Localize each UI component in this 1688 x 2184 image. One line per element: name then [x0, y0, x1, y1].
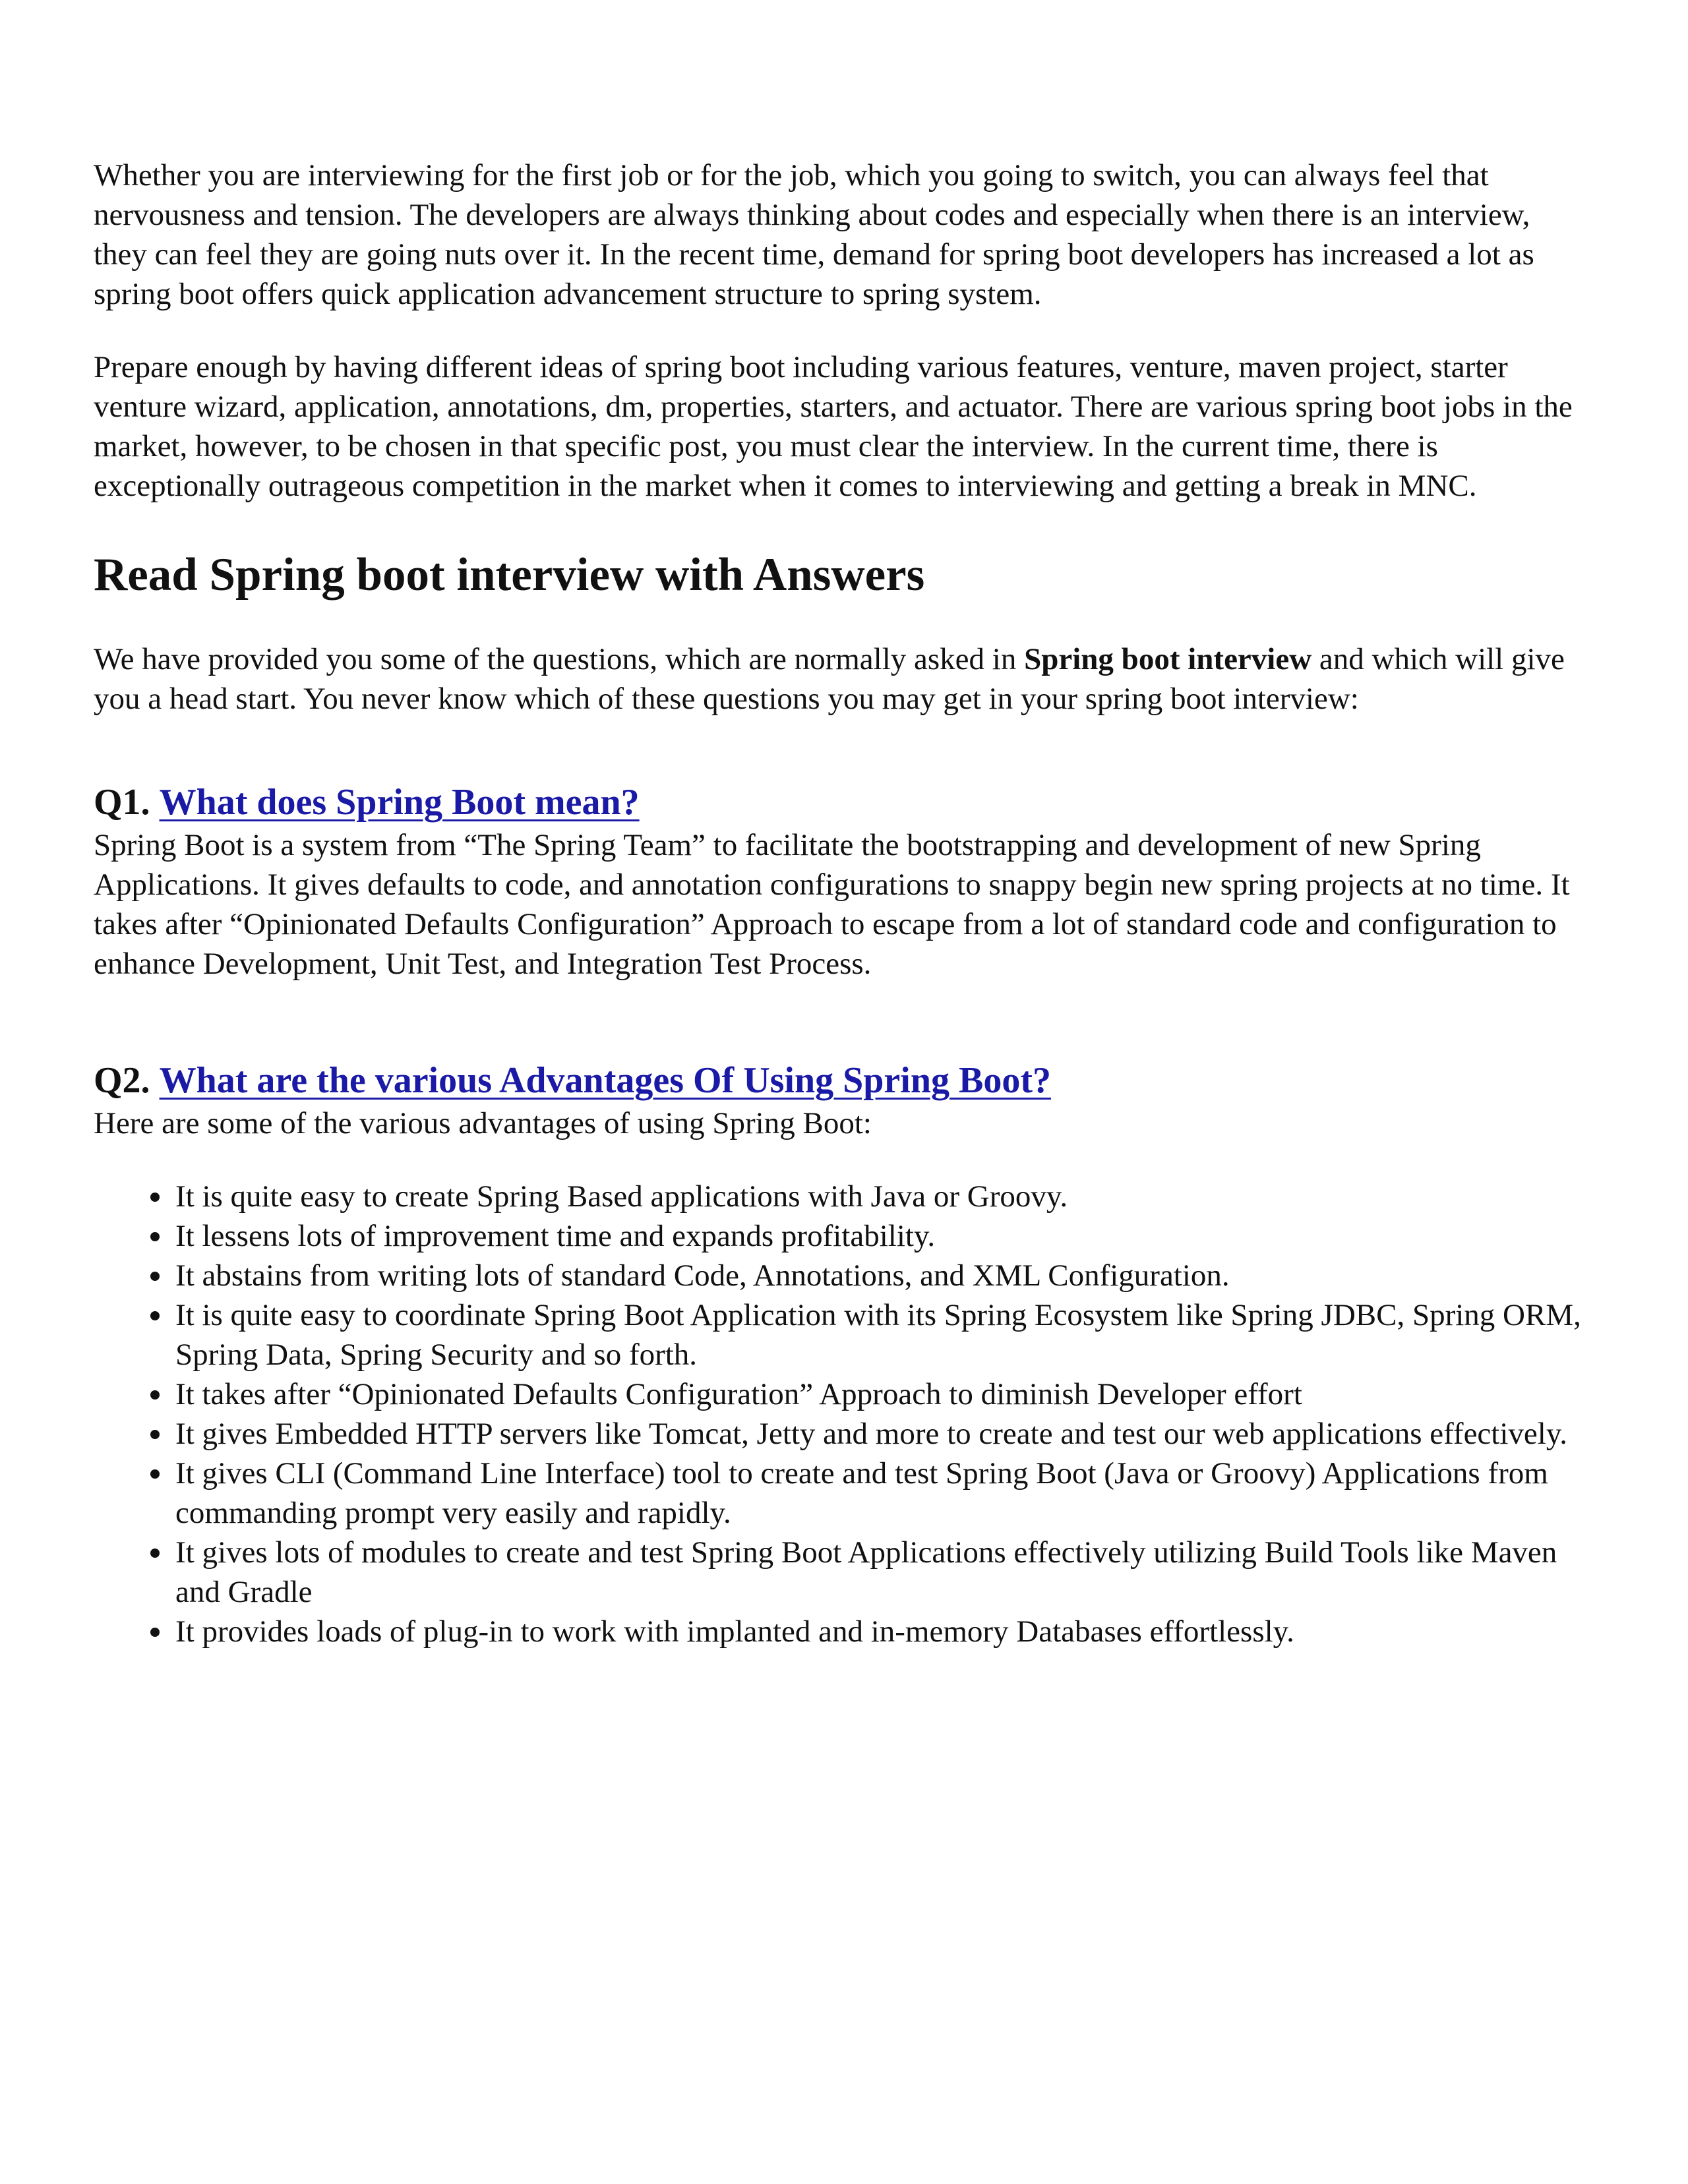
list-item: It lessens lots of improvement time and expands profitability. [175, 1216, 1590, 1256]
section-heading: Read Spring boot interview with Answers [94, 549, 925, 601]
question-2-heading [94, 1057, 1590, 1104]
question-1-heading [94, 779, 1590, 825]
question-2-number: Q2. [94, 1060, 150, 1101]
list-item: It provides loads of plug-in to work with implanted and in-memory Databases effortlessly. [175, 1612, 1590, 1651]
question-1-link[interactable]: What does Spring Boot mean? [159, 782, 640, 823]
question-1-number: Q1. [94, 782, 150, 823]
lead-bold-text: Spring boot interview [1024, 642, 1312, 676]
list-item: It takes after “Opinionated Defaults Configuration” Approach to diminish Developer effort [175, 1374, 1590, 1414]
section-lead-paragraph [94, 639, 1590, 719]
advantages-list [94, 1177, 1590, 1651]
question-1-answer: Spring Boot is a system from “The Spring Team” to facilitate the bootstrapping and development of new Spring Applications. It gives defaults to code, and annotation configurations to snappy begin new spring projects at no time. It takes after “Opinionated Defaults Configuration” Approach to escape from a lot of standard code and configuration to enhance Development, Unit Test, and Integration Test Process. [94, 828, 1570, 981]
list-item: It gives Embedded HTTP servers like Tomcat, Jetty and more to create and test our web applications effectively. [175, 1414, 1590, 1454]
list-item: It is quite easy to create Spring Based applications with Java or Groovy. [175, 1177, 1590, 1216]
question-2-intro: Here are some of the various advantages of using Spring Boot: [94, 1106, 872, 1140]
intro-paragraph-2: Prepare enough by having different ideas of spring boot including various features, venture, maven project, starter venture wizard, application, annotations, dm, properties, starters, and actuator. There are various spring boot jobs in the market, however, to be chosen in that specific post, you must clear the interview. In the current time, there is exceptionally outrageous competition in the market when it comes to interviewing and getting a break in MNC. [94, 350, 1573, 503]
intro-paragraph-1: Whether you are interviewing for the first job or for the job, which you going to switch, you can always feel that nervousness and tension. The developers are always thinking about codes and especially when there is an interview, they can feel they are going nuts over it. In the recent time, demand for spring boot developers has increased a lot as spring boot offers quick application advancement structure to spring system. [94, 158, 1534, 311]
list-item: It gives CLI (Command Line Interface) tool to create and test Spring Boot (Java or Groovy) Applications from commanding prompt very easily and rapidly. [175, 1454, 1590, 1533]
list-item: It is quite easy to coordinate Spring Boot Application with its Spring Ecosystem like Spring JDBC, Spring ORM, Spring Data, Spring Security and so forth. [175, 1295, 1590, 1374]
lead-text-before: We have provided you some of the questions, which are normally asked in [94, 642, 1025, 676]
list-item: It gives lots of modules to create and test Spring Boot Applications effectively utilizing Build Tools like Maven and Gradle [175, 1533, 1590, 1612]
document-page [94, 156, 1590, 1651]
lead-text-after: and which will give you a head start. You never know which of these questions you may get in your spring boot interview: [94, 642, 1565, 716]
list-item: It abstains from writing lots of standard Code, Annotations, and XML Configuration. [175, 1256, 1590, 1295]
question-2-link[interactable]: What are the various Advantages Of Using Spring Boot? [159, 1060, 1051, 1101]
